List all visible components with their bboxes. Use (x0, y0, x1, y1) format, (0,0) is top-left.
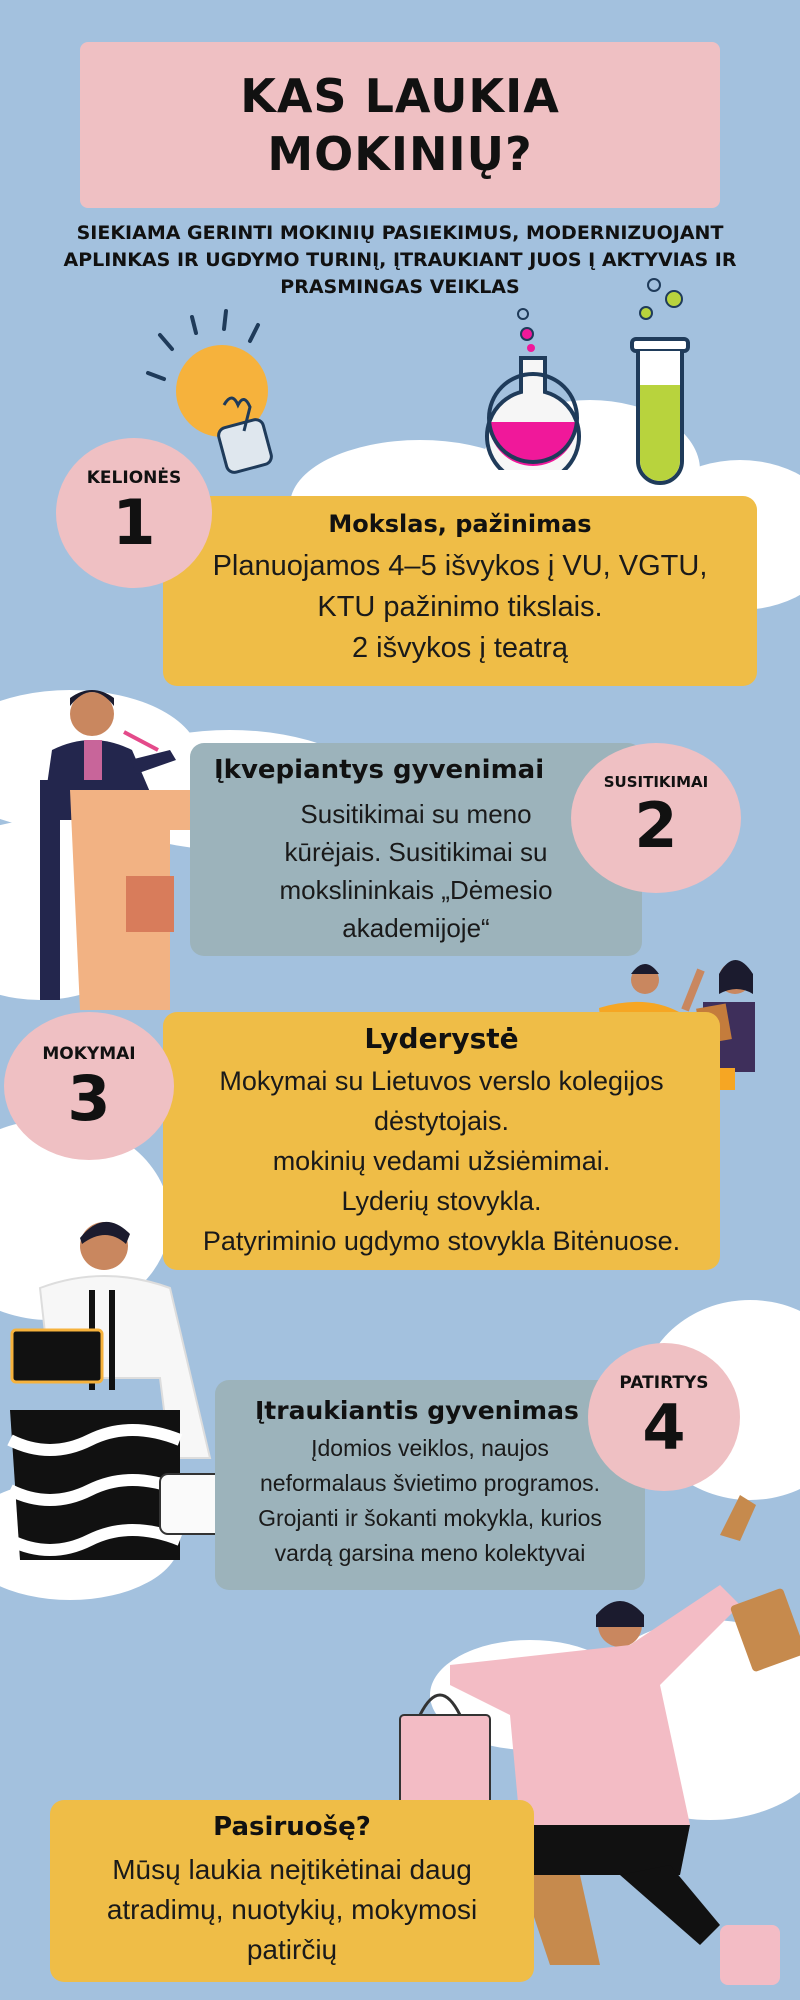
section-3-badge-label: MOKYMAI (42, 1044, 136, 1064)
section-1-badge (56, 438, 212, 588)
section-2-line: akademijoje“ (342, 913, 490, 943)
section-3-badge-number: 3 (67, 1062, 111, 1135)
section-4-line: Grojanti ir šokanti mokykla, kurios (258, 1505, 602, 1531)
section-1-card (163, 496, 757, 686)
section-2-badge-number: 2 (634, 789, 678, 862)
section-4-badge-number: 4 (642, 1391, 686, 1464)
section-1-line: 2 išvykos į teatrą (352, 632, 568, 664)
speaker-illustration (40, 680, 210, 1010)
section-3-heading: Lyderystė (364, 1022, 519, 1055)
title-line-1: KAS LAUKIA (240, 69, 560, 123)
section-3-badge (4, 1012, 174, 1160)
closing-line: atradimų, nuotykių, mokymosi (106, 1894, 478, 1925)
section-2-line: Susitikimai su meno (300, 799, 532, 829)
section-3-line: Mokymai su Lietuvos verslo kolegijos (219, 1066, 664, 1096)
section-1-line: KTU pažinimo tikslais. (317, 591, 603, 623)
page-subtitle: SIEKIAMA GERINTI MOKINIŲ PASIEKIMUS, MODERNIZUOJANT APLINKAS IR UGDYMO TURINĮ, ĮTRAUKIANT JUOS Į AKTYVIAS IR PRASMINGAS VEIKLAS (63, 222, 737, 298)
section-4-badge (588, 1343, 740, 1491)
section-1-badge-label: KELIONĖS (86, 468, 182, 488)
section-4-line: neformalaus švietimo programos. (259, 1470, 601, 1496)
closing-card (50, 1800, 534, 1982)
section-3-line: Lyderių stovykla. (341, 1186, 542, 1216)
section-4-line: Įdomios veiklos, naujos (311, 1435, 549, 1461)
title-line-2: MOKINIŲ? (267, 127, 533, 181)
section-3-line: Patyriminio ugdymo stovykla Bitėnuose. (202, 1226, 681, 1256)
section-3-card (163, 1012, 720, 1270)
section-4-badge-label: PATIRTYS (619, 1373, 709, 1393)
section-4-heading: Įtraukiantis gyvenimas (255, 1396, 579, 1425)
section-4-line: vardą garsina meno kolektyvai (274, 1540, 586, 1566)
closing-line: Mūsų laukia neįtikėtinai daug (112, 1854, 472, 1885)
section-1-heading: Mokslas, pažinimas (328, 510, 592, 538)
section-2-line: mokslininkais „Dėmesio (279, 875, 553, 905)
section-1-line: Planuojamos 4–5 išvykos į VU, VGTU, (212, 550, 708, 582)
section-2-line: kūrėjais. Susitikimai su (284, 837, 548, 867)
section-3-line: mokinių vedami užsiėmimai. (272, 1146, 611, 1176)
section-2-badge-label: SUSITIKIMAI (603, 773, 709, 791)
section-4-card (215, 1380, 645, 1590)
section-2-badge (571, 743, 741, 893)
section-3-line: dėstytojais. (373, 1106, 510, 1136)
section-2-heading: Įkvepiantys gyvenimai (214, 755, 545, 785)
section-1-badge-number: 1 (112, 486, 156, 559)
page-title (80, 42, 720, 208)
test-tube-icon (620, 275, 710, 500)
flask-icon (475, 300, 595, 470)
closing-heading: Pasiruošę? (213, 1812, 371, 1842)
closing-line: patirčių (246, 1934, 338, 1965)
